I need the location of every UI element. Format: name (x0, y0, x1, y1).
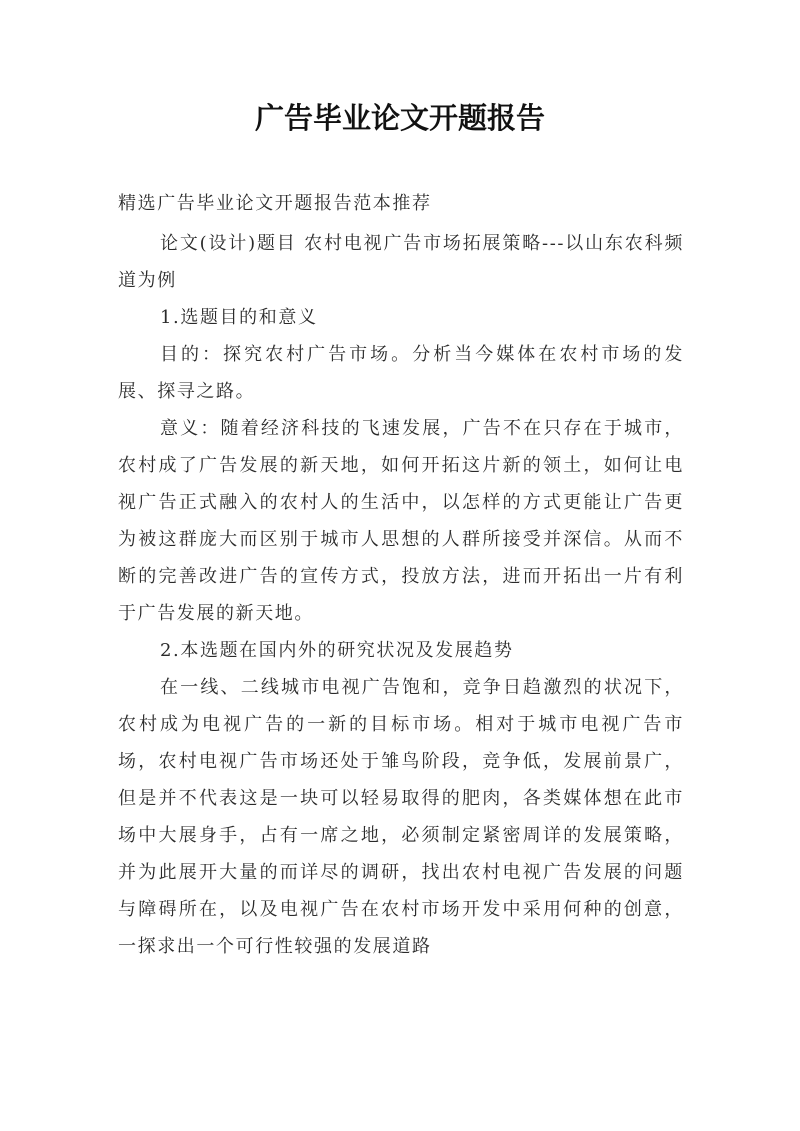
significance-paragraph: 意义：随着经济科技的飞速发展，广告不在只存在于城市，农村成了广告发展的新天地，如何开拓这片新的领土，如何让电视广告正式融入的农村人的生活中，以怎样的方式更能让广告更为被这群庞大而区别于城市人思想的人群所接受并深信。从而不断的完善改进广告的宣传方式，投放方法，进而开拓出一片有利于广告发展的新天地。 (118, 418, 684, 624)
section-heading-2: 2.本选题在国内外的研究状况及发展趋势 (160, 640, 514, 661)
document-body (118, 185, 684, 965)
research-status-paragraph: 在一线、二线城市电视广告饱和，竞争日趋激烈的状况下，农村成为电视广告的一新的目标市场。相对于城市电视广告市场，农村电视广告市场还处于雏鸟阶段，竞争低，发展前景广，但是并不代表这是一块可以轻易取得的肥肉，各类媒体想在此市场中大展身手，占有一席之地，必须制定紧密周详的发展策略，并为此展开大量的而详尽的调研，找出农村电视广告发展的问题与障碍所在，以及电视广告在农村市场开发中采用何种的创意，一探求出一个可行性较强的发展道路 (118, 677, 684, 957)
purpose-paragraph: 目的：探究农村广告市场。分析当今媒体在农村市场的发展、探寻之路。 (118, 344, 684, 402)
section-heading-1: 1.选题目的和意义 (160, 307, 318, 328)
thesis-topic-paragraph: 论文(设计)题目 农村电视广告市场拓展策略---以山东农科频道为例 (118, 233, 684, 291)
document-title: 广告毕业论文开题报告 (254, 101, 545, 135)
subtitle-paragraph: 精选广告毕业论文开题报告范本推荐 (118, 193, 432, 214)
